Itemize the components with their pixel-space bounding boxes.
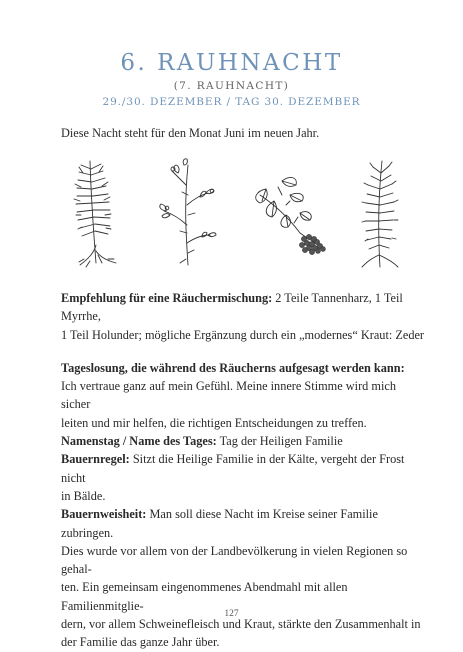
recommendation-line-1	[61, 289, 426, 326]
recommendation-text: 2 Teile Tannenharz, 1 Teil Myrrhe,	[61, 291, 403, 324]
farmer-wisdom-line: der Familie das ganze Jahr über.	[61, 635, 220, 650]
nameday-line	[61, 432, 426, 450]
myrrh-sprig-icon	[160, 159, 216, 265]
elder-branch-icon	[256, 178, 326, 255]
farmer-wisdom-label: Bauernweisheit:	[61, 507, 147, 522]
farmer-wisdom-text: Man soll diese Nacht im Kreise seiner Familie zubringen.	[61, 507, 378, 540]
farmer-rule-label: Bauernregel:	[61, 452, 130, 467]
farmer-rule-text: Sitzt die Heilige Familie in der Kälte, vergeht der Frost nicht	[61, 452, 405, 485]
motto-line: Ich vertraue ganz auf mein Gefühl. Meine innere Stimme wird mich sicher	[61, 379, 396, 412]
page-title: 6. RAUHNACHT	[120, 50, 343, 76]
farmer-wisdom-line	[61, 505, 426, 542]
farmer-rule-line	[61, 450, 426, 487]
intro-text: Diese Nacht steht für den Monat Juni im neuen Jahr.	[61, 126, 320, 140]
motto-line: leiten und mir helfen, die richtigen Entscheidungen zu treffen.	[61, 415, 367, 430]
recommendation-line-2: 1 Teil Holunder; mögliche Ergänzung durch ein „modernes“ Kraut: Zeder	[61, 327, 425, 342]
farmer-wisdom-line: dern, vor allem Schweinefleisch und Kraut, stärkte den Zusammenhalt in	[61, 617, 421, 632]
content-body	[61, 289, 426, 652]
farmer-wisdom-line: Dies wurde vor allem von der Landbevölkerung in vielen Regionen so gehal-	[61, 543, 408, 577]
nameday-label: Namenstag / Name des Tages:	[61, 434, 217, 449]
date-line: 29./30. DEZEMBER / TAG 30. DEZEMBER	[102, 96, 361, 108]
farmer-rule-line-2: in Bälde.	[61, 488, 106, 503]
cedar-sprig-icon	[362, 161, 398, 267]
motto-label: Tageslosung, die während des Räucherns aufgesagt werden kann:	[61, 360, 405, 375]
farmer-wisdom-line: ten. Ein gemeinsam eingenommenes Abendmahl mit allen Familienmitglie-	[61, 580, 348, 613]
nameday-text: Tag der Heiligen Familie	[216, 434, 343, 449]
fir-branch-icon	[74, 161, 116, 267]
page-subtitle: (7. RAUHNACHT)	[173, 80, 290, 92]
recommendation-label: Empfehlung für eine Räuchermischung:	[61, 291, 273, 305]
plant-illustrations	[60, 155, 420, 275]
page-number: 127	[224, 609, 239, 619]
